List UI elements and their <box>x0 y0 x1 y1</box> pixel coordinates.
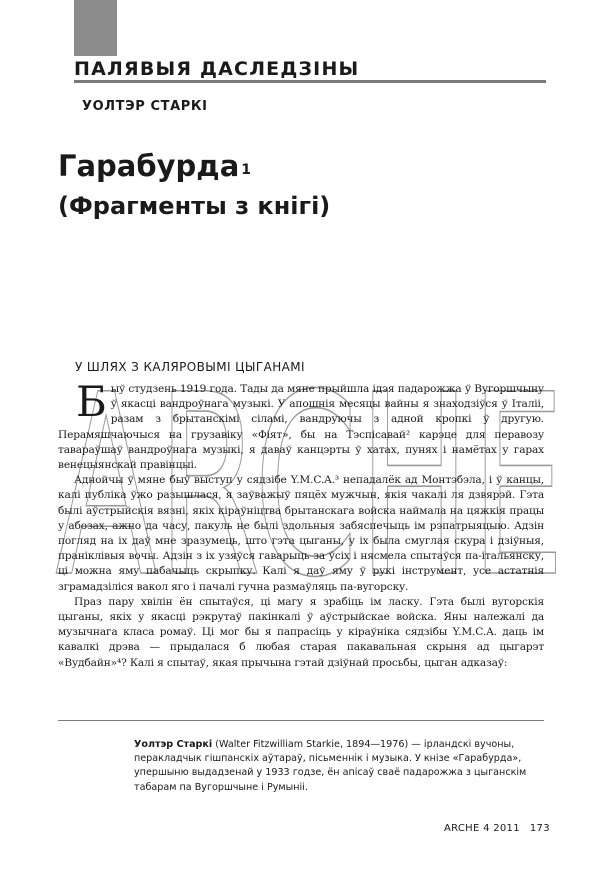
body-end-rule <box>58 720 544 721</box>
article-title <box>58 148 251 184</box>
author-name: УОЛТЭР СТАРКІ <box>82 99 208 114</box>
paragraph-text: ыў студзень 1919 года. Тады да мяне прыйшла ідэя падарожжа ў Вугоршчыну ў якасці вандроўнага музыкі. У апошнія месяцы вайны я знаходзіўся ў Італіі, разам з брытанскімі сіламі, вандруючы з адной кропкі ў другую. Перамяшчаючыся на грузавіку «Фіят», бы на Тэспісавай² карэце для перавозу тавараўшаў вандроўнага музыкі, я даваў канцэрты ў хатах, пунях і намётах у гарах венецыянскай правінцыі. <box>58 383 544 472</box>
journal-issue: ARCHE 4 2011 <box>444 823 520 834</box>
paragraph: Праз пару хвілін ён спытаўся, ці магу я зрабіць ім ласку. Гэта былі вугорскія цыганы, якіх у якасці рэкрутаў пакінкалі ў аўстрыйскае войска. Яны належалі да музычнага класа ромаў. Ці мог бы я папрасіць у кіраўніка сядзібы Y.M.C.A. даць ім кавалкі дрэва — прыдалася б любая старая пакавальная скрыня ад цыгарэт «Вудбайн»⁴? Калі я спытаў, якая прычына гэтай дзіўнай просьбы, цыган адказаў: <box>58 595 544 669</box>
article-subtitle: (Фрагменты з кнігі) <box>58 192 331 220</box>
article-title-text: Гарабурда <box>58 149 240 183</box>
section-title: ПАЛЯВЫЯ ДАСЛЕДЗІНЫ <box>74 58 360 80</box>
paragraph <box>58 377 544 473</box>
page-number: 173 <box>529 823 550 834</box>
section-color-tab <box>74 0 117 56</box>
paragraph: Аднойчы ў мяне быў выступ у сядзібе Y.M.C.A.³ непадалёк ад Монтэбэла, і ў канцы, калі публіка ўжо разышлася, я заўважыў пяцёх мужчын, якія чакалі ля дзвярэй. Гэта былі аўстрыйскія вязні, якіх кіраўніцтва брытанскага войска наймала на цяжкія працы у абозах, ажно да часу, пакуль не былі здольныя забяспечыць ім рэпатрыяцыю. Адзін погляд на іх даў мне зразумець, што гэта цыганы, у іх была смуглая скура і дзіўныя, праніклівыя вочы. Адзін з іх узяўся гаварыць за ўсіх і нясмела спытаўся па-італьянску, ці можна яму пабачыць скрыпку. Калі я даў яму ў рукі інструмент, усе астатнія зграмадзіліся вакол яго і пачалі гучна размаўляць па-вугорску. <box>58 474 544 593</box>
watermark-text: ARCHE <box>55 341 565 632</box>
author-note-text: (Walter Fitzwilliam Starkie, 1894—1976) — ірландскі вучоны, перакладчык гішпанскіх аўтараў, пісьменнік і музыка. У кнізе «Гарабурда», упершыню выдадзенай у 1933 годзе, ён апісаў сваё падарожжа з цыганскім табарам па Вугоршчыне і Румыніі. <box>134 739 527 793</box>
author-note <box>134 738 542 795</box>
article-body <box>58 377 544 671</box>
title-footnote-mark: 1 <box>241 162 252 178</box>
page-footer <box>444 823 550 834</box>
author-note-name: Уолтэр Старкі <box>134 739 213 750</box>
section-header <box>74 58 546 82</box>
drop-cap: Б <box>76 377 107 426</box>
chapter-heading: У ШЛЯХ З КАЛЯРОВЫМІ ЦЫГАНАМІ <box>75 360 305 374</box>
section-rule <box>74 80 546 83</box>
